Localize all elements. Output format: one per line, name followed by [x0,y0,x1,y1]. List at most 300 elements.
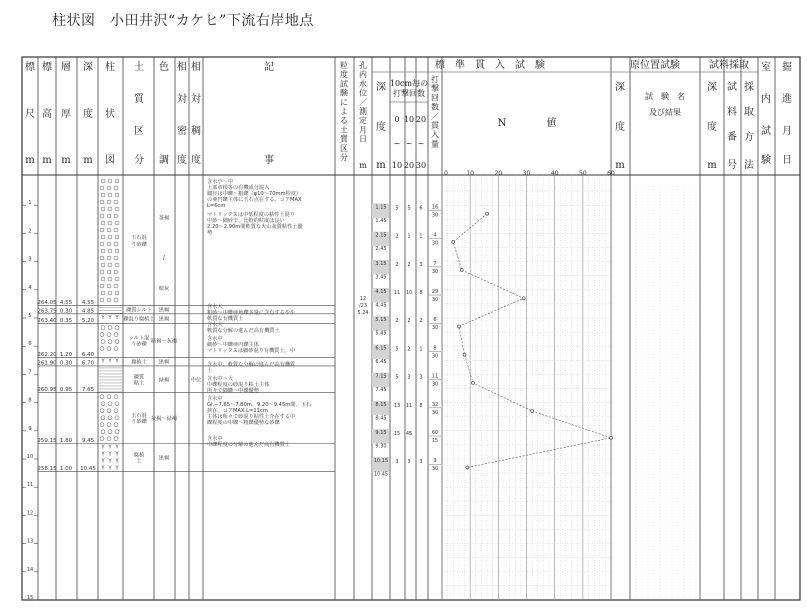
description-line: Gl.−7.65〜7.80m、9.20〜9.45m間、玉石 [207,402,312,408]
gravel-symbol [108,326,112,330]
header-blows-tilde: ~ [405,139,413,148]
header-density: 度 [177,155,187,166]
scale-label: 11 [26,482,34,489]
header-grain: よ [340,107,348,116]
header-blows-10cm: 10cm毎の [389,79,429,88]
header-water: 位 [359,88,367,98]
header-grain: 験 [340,88,348,98]
gravel-symbol [107,270,111,274]
header-blows-to: 20 [403,161,415,170]
layer-soil: 腐植 [133,452,145,459]
header-density: 対 [177,94,187,105]
spt-blow: 5 [395,346,399,353]
chart-tick-label: 40 [550,170,559,177]
layer-thickness: 0.30 [59,360,73,367]
header-grain: 区 [340,143,348,153]
gravel-symbol [114,228,118,232]
peat-symbol: Y [108,451,112,458]
spt-penetration: 30 [431,409,439,416]
header-elevation: 標 [42,62,52,73]
header-grain: る [340,116,348,126]
header-thickness: 層 [61,62,71,73]
gravel-symbol [115,221,119,225]
peat-symbol: Y [115,458,119,465]
chart-point [522,297,525,300]
spt-penetration: 30 [431,466,439,473]
layer-soil: り砂礫 [131,242,147,249]
layer-density: 中位 [190,377,202,384]
layer-soil: 土 [136,458,142,465]
layer-color: 暗褐〜灰褐 [151,338,177,345]
gravel-symbol [115,235,119,239]
description-line: 所々で細礫〜中礫優勢 [207,388,259,394]
gravel-symbol [101,193,105,197]
gravel-symbol [100,437,104,441]
gravel-symbol [101,430,105,434]
peat-symbol: Y [115,451,119,458]
chart-point [460,269,463,272]
gravel-symbol [108,179,112,183]
spt-n: 8 [433,345,437,352]
layer-depth: 4.55 [81,299,95,306]
description-line: 中砂〜細砂で、比較的粒度は良い [207,218,285,224]
header-samp-method: 法 [744,160,754,171]
spt-blow: 3 [407,459,411,466]
spt-depth-end: 5.45 [375,330,387,337]
peat-symbol: Y [101,458,105,465]
gravel-symbol [101,221,105,225]
chart-tick-label: 60 [607,170,615,177]
water-level: 12 [359,296,367,302]
spt-penetration: 15 [431,438,439,445]
peat-symbol: Y [115,444,119,451]
description-line: 礫程度の中礫〜粗礫優勢な砂礫 [207,420,280,426]
header-grain: 試 [340,79,348,89]
spt-blow: 45 [405,431,413,438]
header-blows-tilde: ~ [393,139,401,148]
header-scale: 尺 [25,109,35,120]
gravel-symbol [101,340,105,344]
gravel-symbol [101,402,105,406]
layer-thickness: 4.55 [59,299,73,306]
gravel-symbol [114,347,118,351]
spt-depth: 10.15 [373,458,389,465]
scale-label: 13 [26,538,34,545]
gravel-symbol [100,214,104,218]
chart-point [610,436,613,439]
description-line: 含水中、軟質な分解の進んだ高有機質 [207,362,296,368]
spt-blow: 5 [395,205,399,212]
gravel-symbol [108,430,112,434]
header-blows-total: 打 [431,75,439,84]
spt-depth-end: 1.45 [375,217,387,224]
layer-depth: 10.45 [80,466,96,473]
header-blows-tilde: ~ [417,139,425,148]
spt-n: 11 [431,373,439,380]
gravel-symbol [114,200,118,204]
layer-depth: 5.20 [81,318,95,325]
header-lab: 験 [761,155,771,166]
gravel-symbol [114,409,118,413]
spt-depth: 3.15 [375,260,387,267]
header-dig: 月 [782,126,792,137]
header-grain: 分 [340,153,348,162]
header-water: 測 [359,107,367,116]
gravel-symbol [115,179,119,183]
header-water: 水 [359,79,367,89]
layer-color: 緑褐 [158,377,170,384]
peat-symbol: Y [101,358,105,365]
header-consistency: 度 [191,155,201,166]
gravel-symbol [114,423,118,427]
spt-blow: 2 [395,233,399,240]
chart-point [463,353,466,356]
scale-label: 7 [28,369,32,376]
spt-blow: 8 [419,402,423,409]
header-blows-from: 0 [394,115,400,124]
peat-symbol: Y [108,314,112,321]
header-depth: 度 [83,109,93,120]
gravel-symbol [115,402,119,406]
description-line: 含水中 [207,436,223,442]
scale-label: 4 [28,284,32,291]
chart-point [466,466,469,469]
header-soil: 区 [134,126,144,137]
spt-n: 16 [431,204,439,211]
chart-tick-label: 0 [444,170,448,177]
header-water: 月 [359,125,367,135]
peat-symbol: Y [101,465,105,472]
scale-label: 15 [26,595,34,601]
spt-n: 60 [431,430,439,437]
header-depth: 深 [83,62,93,73]
table-headers [25,58,792,171]
description-line: の亜円礫主体に玉石点在する。コアMAX [207,197,302,203]
gravel-symbol [114,395,118,399]
gravel-symbol [108,402,112,406]
header-lab: 内 [761,94,771,105]
header-water: 定 [359,116,367,126]
header-insitu-result-2: 及び結果 [649,108,681,117]
gravel-symbol [107,395,111,399]
header-water: ／ [359,97,367,107]
layer-elevation: 264.05 [37,299,57,306]
description-line: 含水大 [207,322,223,328]
spt-blow: 11 [405,402,413,409]
spt-depth-end: 3.45 [375,274,387,281]
gravel-symbol [101,277,105,281]
gravel-symbol [115,249,119,253]
spt-depth: 5.15 [375,317,387,324]
header-blows-total: 貫 [431,121,439,130]
scale-label: 6 [28,341,32,348]
header-sampling: 試料採取 [709,60,749,71]
gravel-symbol [107,347,111,351]
gravel-symbol [100,298,104,302]
gravel-symbol [115,326,119,330]
spt-penetration: 30 [431,240,439,247]
layer-soil: 腐植土 [131,359,147,366]
scale-label: 9 [28,425,32,432]
header-insitu: 原位置試験 [630,60,680,71]
header-samp-method: 採 [744,82,754,93]
scale-label: 2 [28,228,32,235]
spt-blow: 15 [393,431,401,438]
spt-depth: 7.15 [375,373,387,380]
description-line: 2.20〜2.90m間軟質な火山灰質粘性土優 [207,224,303,230]
chart-point [457,325,460,328]
layer-depth: 4.85 [81,308,95,315]
header-spt-depth: m [376,160,386,171]
header-density: 密 [177,126,187,137]
header-samp-no: 号 [727,160,737,171]
spt-blow: 10 [405,290,413,297]
spt-blow: 1 [407,233,411,240]
layer-thickness: 0.95 [59,387,73,394]
header-dig: 日 [782,155,792,166]
spt-depth-end: 6.45 [375,358,387,365]
peat-symbol: Y [101,444,105,451]
description-line: 含水小〜中 [207,179,233,185]
water-level: 5.24 [357,310,369,316]
gravel-symbol [100,333,104,337]
spt-blow: 3 [395,459,399,466]
gravel-symbol [100,284,104,288]
description-line: 主体は所々で砂混り粘性土介在する中 [207,414,296,420]
column-pattern [99,179,122,471]
spt-depth-end: 2.45 [375,246,387,253]
header-soil: 分 [134,155,144,166]
spt-blow: 5 [395,374,399,381]
gravel-symbol [115,291,119,295]
spt-depth: 2.15 [375,232,387,239]
header-water: 内 [359,70,367,80]
gravel-symbol [100,228,104,232]
gravel-symbol [114,298,118,302]
gravel-symbol [115,277,119,281]
layer-color: 黒褐 [158,307,170,314]
header-samp-method: 取 [744,107,754,118]
gravel-symbol [107,186,111,190]
header-insitu-depth: m [615,160,625,171]
header-scale: 標 [25,62,35,73]
spt-n: 4 [433,232,437,239]
gravel-symbol [107,333,111,337]
spt-n: 7 [433,260,437,267]
layer-thickness: 1.20 [59,351,73,358]
gravel-symbol [108,340,112,344]
header-description: 記 [264,62,274,73]
layer-soil: り砂礫 [131,419,147,426]
spt-penetration: 30 [431,325,439,332]
spt-blow: 3 [419,374,423,381]
header-grain: 粒 [340,61,348,70]
layer-elevation: 259.15 [37,437,57,444]
header-insitu-depth: 度 [615,122,625,133]
header-blows-total: 量 [431,139,439,149]
spt-blow: 2 [395,261,399,268]
description-line: 含水中 [207,396,223,402]
gravel-symbol [108,249,112,253]
header-insitu-depth: 深 [615,82,625,93]
description-line: 含水大 [207,304,223,310]
gravel-symbol [108,235,112,239]
gravel-symbol [115,340,119,344]
gravel-symbol [101,207,105,211]
gravel-symbol [114,256,118,260]
description-line: 中礫程度の砂混り粘土主体 [207,382,270,388]
header-blows-from: 20 [415,115,427,124]
gravel-symbol [100,409,104,413]
spt-blow: 2 [419,318,423,325]
page-title: 柱状図 小田井沢“カケヒ”下流右岸地点 [52,13,314,29]
header-water: 孔 [359,61,367,70]
header-samp-method: 方 [744,132,754,143]
gravel-symbol [115,193,119,197]
gravel-symbol [108,291,112,295]
layer-elevation: 260.95 [37,387,57,394]
gravel-symbol [100,186,104,190]
layer-elevation: 263.75 [37,308,57,315]
gravel-symbol [100,270,104,274]
gravel-symbol [101,416,105,420]
spt-n: 32 [431,401,439,408]
spt-blow: 1 [419,233,423,240]
spt-depth: 4.15 [375,289,387,296]
gravel-symbol [114,186,118,190]
layer-soil: 礫質シルト [126,307,152,314]
spt-blow: 5 [407,205,411,212]
gravel-symbol [100,423,104,427]
gravel-symbol [108,193,112,197]
header-spt: 標 準 貫 入 試 験 [435,60,545,71]
peat-symbol: Y [108,358,112,365]
description-line: 細砂〜中礫亜円礫主体 [207,342,259,348]
layer-soil: 礫質 [133,374,145,381]
gravel-symbol [115,430,119,434]
gravel-symbol [108,221,112,225]
n-value-chart [442,170,696,600]
layer-depth: 6.40 [81,351,95,358]
spt-penetration: 30 [431,212,439,219]
description-line: 中礫程度の分解の進んだ高有機質土 [207,442,291,448]
layer-soil: 粘土 [133,380,145,387]
description-line: 含水中 [207,336,223,342]
gravel-symbol [108,277,112,281]
header-spt-depth: 深 [376,82,386,93]
gravel-symbol [101,249,105,253]
gravel-symbol [114,214,118,218]
header-blows-total: 入 [431,130,439,140]
layer-elevation: 262.20 [37,351,57,358]
chart-tick-label: 10 [466,170,474,177]
spt-blow: 2 [407,261,411,268]
layer-soil: 玉石混 [131,235,147,242]
gravel-symbol [107,256,111,260]
header-blows-total: ／ [431,111,439,121]
chart-tick-label: 30 [522,170,531,177]
spt-n: 9 [433,458,437,465]
header-samp-no: 試 [727,82,737,93]
layer-color: 黒褐 [158,316,170,323]
description-line: 勢 [207,230,213,236]
spt-blow: 6 [419,205,423,212]
layer-depth: 9.45 [81,437,95,444]
description-line: 挟在。コアMAX L=11cm [207,408,268,414]
gravel-symbol [101,326,105,330]
header-consistency: 稠 [191,126,201,137]
header-water-unit: m [359,161,367,170]
spt-depth: 6.15 [375,345,387,352]
gravel-symbol [100,347,104,351]
description-line: 軟質な有機質土 [207,316,244,322]
scale-label: 3 [28,256,32,263]
header-elevation: m [42,155,52,166]
peat-symbol: Y [115,314,119,321]
header-soil: 土 [134,62,144,73]
layer-thickness: 1.80 [59,437,73,444]
spt-penetration: 30 [431,268,439,275]
spt-blow: 8 [419,290,423,297]
water-level: /23 [358,303,368,309]
header-consistency: 相 [191,62,201,73]
description-line: マトリックスは細砂混り有機質土。中 [207,348,295,354]
header-blows-from: 10 [403,115,415,124]
spt-depth: 1.15 [375,204,387,211]
header-column: 柱 [105,62,115,73]
gravel-symbol [108,207,112,211]
header-consistency: 対 [191,94,201,105]
gravel-symbol [114,437,118,441]
layer-thickness: 0.35 [59,318,73,325]
gravel-symbol [107,423,111,427]
chart-tick-label: 20 [494,170,503,177]
header-thickness: 厚 [61,109,71,120]
header-blows-to: 10 [391,161,403,170]
layer-soil: り砂礫 [131,341,147,348]
gravel-symbol [115,263,119,267]
gravel-symbol [114,270,118,274]
description-line: 粗砂〜中礫亜角礫多量に含有するやや [207,310,296,316]
gravel-symbol [114,333,118,337]
spt-penetration: 30 [431,381,439,388]
header-depth: m [83,155,93,166]
header-samp-no: 料 [727,107,737,118]
spt-depth-end: 10.45 [373,471,389,478]
spt-blow: 3 [419,459,423,466]
peat-symbol: Y [115,465,119,472]
header-dig: 掘 [782,62,792,73]
chart-tick-label: 50 [579,170,587,177]
layer-color: 灰褐〜緑褐 [151,416,177,423]
spt-blow: 11 [393,290,401,297]
layer-color: 暗灰 [158,285,170,292]
gravel-symbol [100,395,104,399]
description-line: 含水中〜大 [207,376,233,382]
layer-soil: 礫混り腐植土 [123,316,155,323]
gravel-symbol [108,416,112,420]
gravel-symbol [107,437,111,441]
gravel-symbol [115,416,119,420]
header-samp-no: 番 [727,132,737,143]
peat-symbol: Y [108,465,112,472]
scale-label: 5 [28,313,32,319]
layer-soil: シルト混 [128,335,150,342]
header-spt-depth: 度 [376,122,386,133]
spt-depth-end: 8.45 [375,415,387,422]
gravel-symbol [101,291,105,295]
spt-blow: 3 [407,374,411,381]
